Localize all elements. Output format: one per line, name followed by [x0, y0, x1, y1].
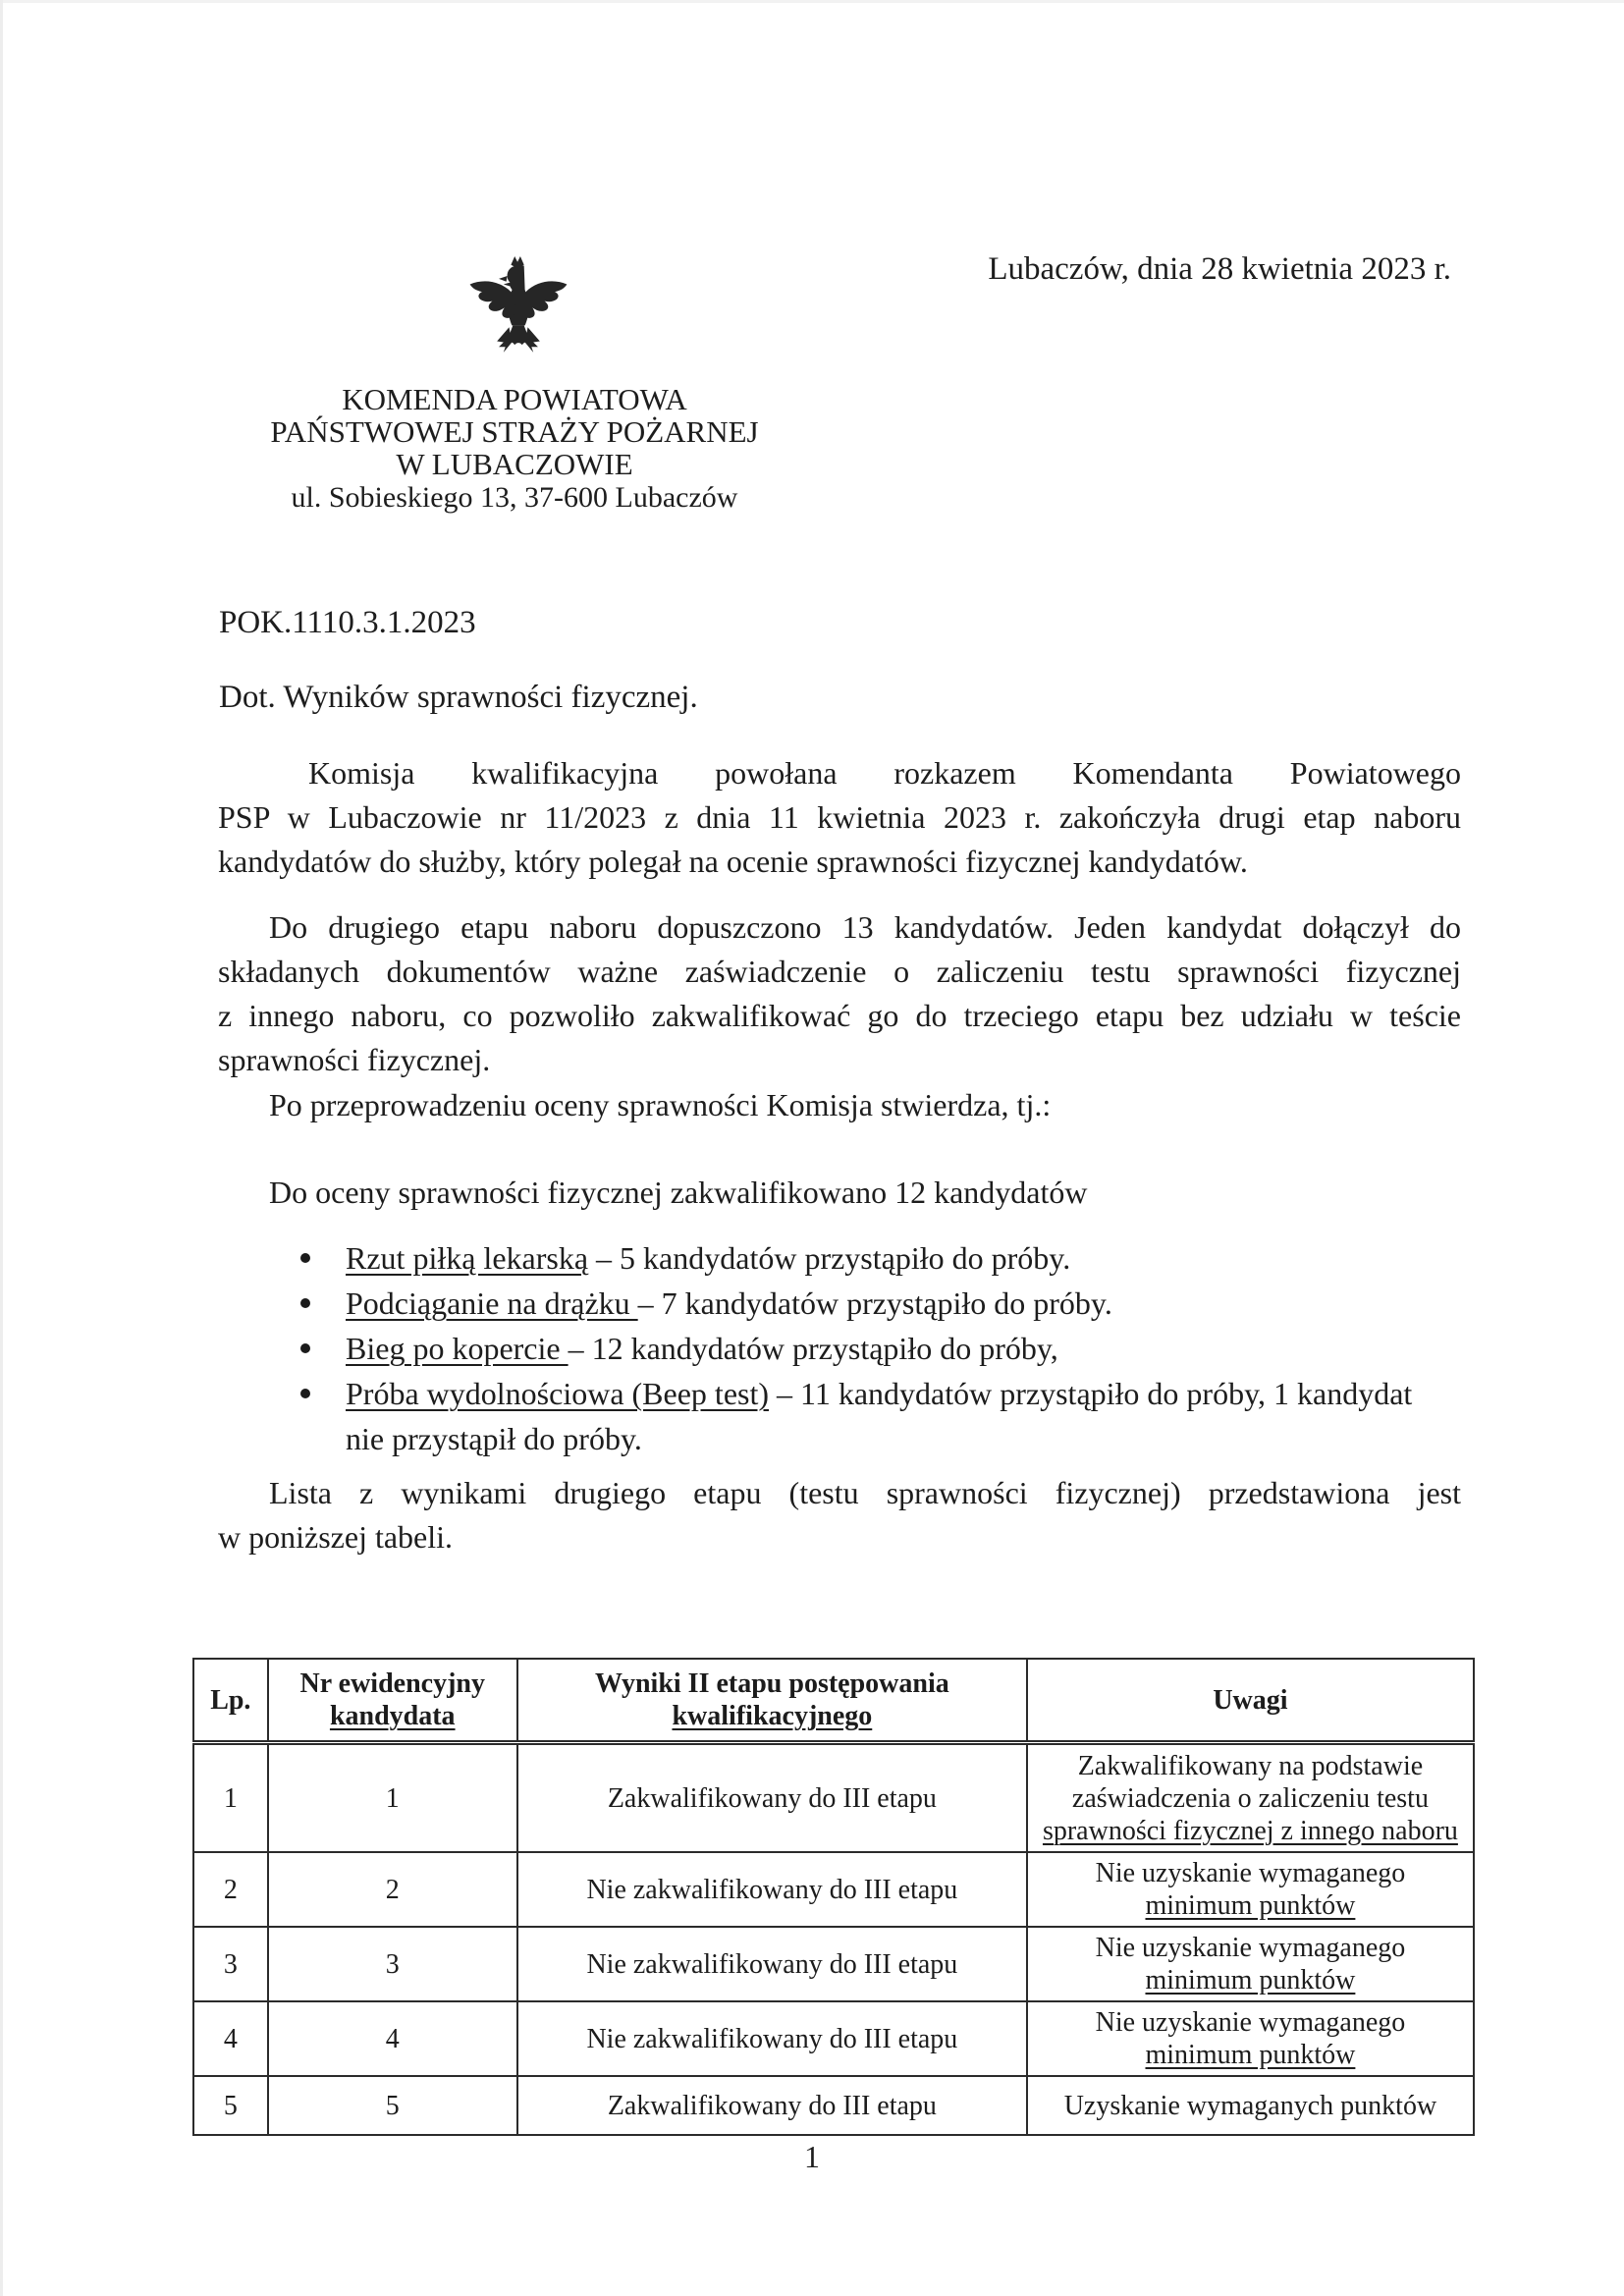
subject-line: Dot. Wyników sprawności fizycznej. [219, 680, 698, 715]
org-name-line-2: PAŃSTWOWEJ STRAŻY POŻARNEJ [270, 414, 759, 449]
bullet-icon [300, 1253, 310, 1263]
date-line: Lubaczów, dnia 28 kwietnia 2023 r. [988, 251, 1451, 287]
bullet-icon [300, 1343, 310, 1353]
table-cell: 1 [193, 1743, 268, 1853]
table-cell: Uzyskanie wymaganych punktów [1027, 2076, 1474, 2135]
bullet-list [291, 1235, 1459, 1461]
list-item: Bieg po kopercie – 12 kandydatów przystąpiło do próby, [291, 1326, 1459, 1371]
table-cell: 2 [193, 1852, 268, 1927]
table-cell: Zakwalifikowany na podstawie zaświadczenia o zaliczeniu testu sprawności fizycznej z innego naboru [1027, 1743, 1474, 1853]
table-cell: Zakwalifikowany do III etapu [517, 2076, 1027, 2135]
table-row [193, 1927, 1474, 2001]
org-address: ul. Sobieskiego 13, 37-600 Lubaczów [291, 481, 738, 514]
table-header-cell: Lp. [193, 1659, 268, 1743]
org-name-line-1: KOMENDA POWIATOWA [342, 382, 687, 416]
paragraph-candidates: Do drugiego etapu naboru dopuszczono 13 kandydatów. Jeden kandydat dołączył do składanych dokumentów ważne zaświadczenie o zaliczeniu testu sprawności fizycznej z innego naboru, co pozwoliło zakwalifikować go do trzeciego etapu bez udziału w teście sprawności fizycznej. [218, 909, 1461, 1077]
table-cell: 3 [268, 1927, 517, 2001]
table-cell: 5 [193, 2076, 268, 2135]
list-item: Próba wydolnościowa (Beep test) – 11 kandydatów przystąpiło do próby, 1 kandydat nie przystąpił do próby. [291, 1371, 1459, 1461]
org-name-line-3: W LUBACZOWIE [396, 447, 633, 481]
table-cell: 4 [268, 2001, 517, 2076]
paragraph-qualified: Do oceny sprawności fizycznej zakwalifikowano 12 kandydatów [269, 1175, 1088, 1210]
list-item: Rzut piłką lekarską – 5 kandydatów przystąpiło do próby. [291, 1235, 1459, 1281]
table-cell: 5 [268, 2076, 517, 2135]
table-cell: 2 [268, 1852, 517, 1927]
table-cell: 4 [193, 2001, 268, 2076]
table-header-cell: Wyniki II etapu postępowania kwalifikacyjnego [517, 1659, 1027, 1743]
letterhead [220, 383, 809, 514]
table-row [193, 1743, 1474, 1853]
table-cell: Nie uzyskanie wymaganego minimum punktów [1027, 1927, 1474, 2001]
table-cell: 3 [193, 1927, 268, 2001]
table-cell: Zakwalifikowany do III etapu [517, 1743, 1027, 1853]
paragraph-committee: Komisja kwalifikacyjna powołana rozkazem Komendanta Powiatowego PSP w Lubaczowie nr 11/2023 z dnia 11 kwietnia 2023 r. zakończyła drugi etap naboru kandydatów do służby, który polegał na ocenie sprawności fizycznej kandydatów. [218, 755, 1461, 879]
bullet-icon [300, 1298, 310, 1308]
table-cell: Nie zakwalifikowany do III etapu [517, 1927, 1027, 2001]
table-row [193, 1852, 1474, 1927]
table-cell: 1 [268, 1743, 517, 1853]
closing-paragraph: Lista z wynikami drugiego etapu (testu sprawności fizycznej) przedstawiona jest w poniższej tabeli. [218, 1475, 1461, 1555]
table-cell: Nie uzyskanie wymaganego minimum punktów [1027, 2001, 1474, 2076]
table-header-row [193, 1659, 1474, 1743]
table-cell: Nie zakwalifikowany do III etapu [517, 1852, 1027, 1927]
table-cell: Nie zakwalifikowany do III etapu [517, 2001, 1027, 2076]
table-row [193, 2076, 1474, 2135]
reference-number: POK.1110.3.1.2023 [219, 605, 476, 640]
page-number: 1 [804, 2139, 820, 2174]
table-cell: Nie uzyskanie wymaganego minimum punktów [1027, 1852, 1474, 1927]
paragraph-statement: Po przeprowadzeniu oceny sprawności Komisja stwierdza, tj.: [269, 1087, 1052, 1122]
table-header-cell: Uwagi [1027, 1659, 1474, 1743]
table-row [193, 2001, 1474, 2076]
results-table [192, 1658, 1475, 2136]
list-item: Podciąganie na drążku – 7 kandydatów przystąpiło do próby. [291, 1281, 1459, 1326]
bullet-icon [300, 1389, 310, 1398]
table-header-cell: Nr ewidencyjny kandydata [268, 1659, 517, 1743]
polish-eagle-emblem [462, 249, 574, 377]
